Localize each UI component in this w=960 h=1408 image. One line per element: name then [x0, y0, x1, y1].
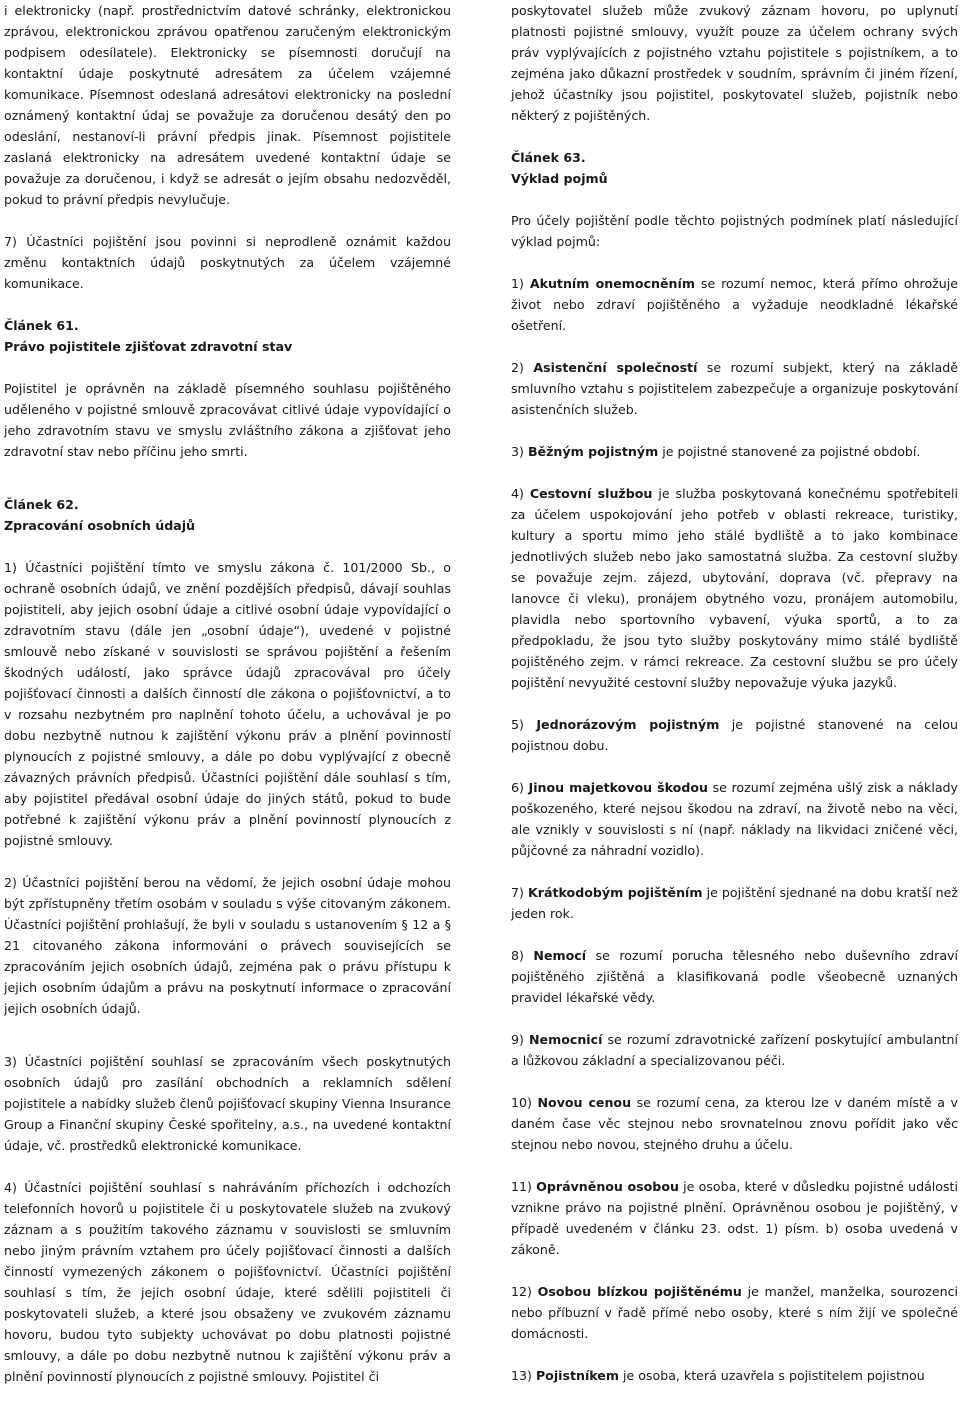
definition-item [511, 1281, 958, 1344]
definition-body: je osoba, která uzavřela s pojistitelem pojistnou [618, 1368, 925, 1383]
definition-body: je služba poskytovaná konečnému spotřebiteli za účelem uspokojování jeho potřeb v oblasti rekreace, turistiky, kultury a sportu mimo jeho stálé bydliště a to jako kombinace jednotlivých služeb nebo jako samostatná služba. Za cestovní služby se považuje zejm. zájezd, ubytování, doprava (vč. přepravy na lanovce či vleku), pronájem obytného vozu, pronájem automobilu, plavidla nebo sportovního vybavení, výuka sportů, a to za předpokladu, že jsou tyto služby poskytovány mimo stálé bydliště pojištěného zejm. v rámci rekreace. Za cestovní službu se pro účely pojištění nevyužité cestovní služby nepovažuje výuka jazyků. [511, 486, 958, 690]
definition-item [511, 882, 958, 924]
paragraph-text: Pro účely pojištění podle těchto pojistných podmínek platí následující výklad pojmů: [511, 213, 958, 249]
definition-body: je manžel, manželka, sourozenci nebo příbuzní v řadě přímé nebo osoby, které s ním žijí ve společné domácnosti. [511, 1284, 958, 1341]
article-title: Výklad pojmů [511, 171, 608, 186]
definition-body: se rozumí zdravotnické zařízení poskytující ambulantní a lůžkovou základní a specializovanou péči. [511, 1032, 958, 1068]
right-column [511, 0, 958, 1407]
left-column [4, 0, 451, 1408]
paragraph-electronic-delivery [4, 0, 451, 210]
definition-number: 6) [511, 780, 529, 795]
definition-body: se rozumí subjekt, který na základě smluvního vztahu s pojistitelem zabezpečuje a organizuje poskytování asistenčních služeb. [511, 360, 959, 417]
definition-number: 5) [511, 717, 537, 732]
paragraph-text: Pojistitel je oprávněn na základě písemného souhlasu pojištěného uděleného v pojistné smlouvě zpracovávat citlivé údaje vypovídající o jeho zdravotním stavu ve smyslu zvláštního zákona a zjišťovat jeho zdravotní stav nebo příčinu jeho smrti. [4, 381, 451, 459]
definition-number: 1) [511, 276, 530, 291]
definition-text [511, 945, 958, 1008]
definition-term: Jinou majetkovou škodou [528, 780, 708, 795]
article-62-paragraph-4 [4, 1177, 451, 1387]
definition-text [511, 357, 958, 420]
definition-term: Oprávněnou osobou [536, 1179, 679, 1194]
definition-term: Běžným pojistným [527, 444, 659, 459]
definition-term: Akutním onemocněním [529, 276, 695, 291]
article-62 [4, 494, 451, 536]
paragraph-text: 3) Účastníci pojištění souhlasí se zpracováním všech poskytnutých osobních údajů pro zasílání obchodních a reklamních sdělení pojistitele a nabídky služeb členů pojišťovací skupiny Vienna Insurance Group a Finanční skupiny České spořitelny, a.s., na uvedené kontaktní údaje, vč. prostředků elektronické komunikace. [4, 1054, 451, 1153]
definition-text [511, 777, 958, 861]
definition-item [511, 483, 958, 693]
article-61 [4, 315, 451, 357]
article-63 [511, 147, 958, 189]
definition-number: 10) [511, 1095, 538, 1110]
definition-item [511, 945, 958, 1008]
article-number: Článek 61. [4, 318, 79, 333]
article-title: Právo pojistitele zjišťovat zdravotní stav [4, 339, 293, 354]
definition-number: 12) [511, 1284, 538, 1299]
definition-number: 4) [511, 486, 530, 501]
definition-term: Pojistníkem [535, 1368, 619, 1383]
article-number: Článek 63. [511, 150, 586, 165]
definition-body: se rozumí porucha tělesného nebo duševního zdraví pojištěného zjištěná a klasifikovaná podle všeobecně uznaných pravidel lékařské vědy. [511, 948, 958, 1005]
definition-term: Krátkodobým pojištěním [528, 885, 703, 900]
definition-item [511, 1092, 958, 1155]
article-61-text [4, 378, 451, 462]
definition-text [511, 483, 958, 693]
article-title: Zpracování osobních údajů [4, 518, 196, 533]
definition-text [511, 441, 958, 462]
paragraph-text: 4) Účastníci pojištění souhlasí s nahráváním příchozích i odchozích telefonních hovorů u pojistitele či u poskytovatele služeb na zvukový záznam a s použitím takového záznamu v souvislosti se smluvním nebo jiným právním vztahem pro účely pojišťovací činnosti a dalších činností vymezených zákonem o pojišťovnictví. Účastníci pojištění souhlasí s tím, že jejich osobní údaje, které sdělili pojistiteli či poskytovateli služeb, a které jsou obsaženy ve zvukovém záznamu hovoru, budou tyto subjekty uchovávat po dobu platnosti pojistné smlouvy, a dále po dobu nezbytně nutnou k zajištění výkonu práv a plnění povinností plynoucích z pojistné smlouvy. Pojistitel či [4, 1180, 451, 1384]
article-62-paragraph-1 [4, 557, 451, 851]
definition-text [511, 1092, 958, 1155]
definition-body: je pojistné stanovené na celou pojistnou dobu. [511, 717, 958, 753]
article-number: Článek 62. [4, 497, 79, 512]
definition-item [511, 1365, 958, 1386]
article-63-intro [511, 210, 958, 252]
definition-text [511, 882, 958, 924]
definition-body: je osoba, které v důsledku pojistné události vznikne právo na pojistné plnění. Oprávněnou osobou je pojištěný, v případě uvedeném v článku 23. odst. 1) písm. b) osoba uvedená v zákoně. [511, 1179, 958, 1257]
definition-item [511, 1029, 958, 1071]
definition-number: 13) [511, 1368, 536, 1383]
definition-item [511, 441, 958, 462]
paragraph-continuation [511, 0, 958, 126]
definition-body: je pojištění sjednané na dobu kratší než jeden rok. [511, 885, 958, 921]
definition-term: Asistenční společností [533, 360, 698, 375]
definition-number: 2) [511, 360, 534, 375]
definition-term: Novou cenou [537, 1095, 632, 1110]
definition-text [511, 1281, 958, 1344]
article-62-paragraph-2 [4, 872, 451, 1019]
definition-text [511, 273, 958, 336]
definition-term: Nemocí [533, 948, 587, 963]
definition-text [511, 1029, 958, 1071]
definition-number: 3) [511, 444, 528, 459]
paragraph-text: 2) Účastníci pojištění berou na vědomí, že jejich osobní údaje mohou být zpřístupněny třetím osobám v souladu s výše citovaným zákonem. Účastníci pojištění prohlašují, že byli v souladu s ustanovením § 12 a § 21 citovaného zákona informováni o právech souvisejících se zpracováním jejich osobních údajů, zejména pak o právu přístupu k jejich osobním údajům a právu na poskytnutí informace o zpracování jejich osobních údajů. [4, 875, 451, 1016]
definition-text [511, 1176, 958, 1260]
definition-number: 9) [511, 1032, 529, 1047]
definition-item [511, 1176, 958, 1260]
definition-term: Cestovní službou [529, 486, 653, 501]
paragraph-text: poskytovatel služeb může zvukový záznam hovoru, po uplynutí platnosti pojistné smlouvy, využít pouze za účelem ochrany svých práv vyplývajících z pojistného vztahu pojistitele s pojistníkem, a to zejména jako důkazní prostředek v soudním, správním či jiném řízení, jehož účastníky jsou pojistitel, poskytovatel služeb, pojistník nebo některý z pojištěných. [511, 3, 958, 123]
definition-term: Osobou blízkou pojištěnému [537, 1284, 742, 1299]
definition-number: 11) [511, 1179, 537, 1194]
definition-text [511, 1365, 958, 1386]
definition-body: je pojistné stanovené za pojistné období. [658, 444, 921, 459]
paragraph-text: i elektronicky (např. prostřednictvím datové schránky, elektronickou zprávou, elektronickou zprávou opatřenou zaručeným elektronickým podpisem odesílatele). Elektronicky se písemnosti doručují na kontaktní údaje poskytnuté adresátem za účelem vzájemné komunikace. Písemnost odeslaná adresátovi elektronicky na poslední oznámený kontaktní údaj se považuje za doručenou desátý den po odeslání, nestanoví-li právní předpis jinak. Písemnost pojistitele zaslaná elektronicky na adresátem uvedené kontaktní údaje se považuje za doručenou, i když se adresát o jejím obsahu nedozvěděl, pokud to právní předpis nevylučuje. [4, 3, 451, 207]
definition-text [511, 714, 958, 756]
definition-term: Nemocnicí [529, 1032, 603, 1047]
definition-item [511, 273, 958, 336]
definition-number: 7) [511, 885, 529, 900]
definition-number: 8) [511, 948, 534, 963]
definition-body: se rozumí zejména ušlý zisk a náklady poškozeného, které nejsou škodou na zdraví, na životě nebo na věci, ale vznikly v souvislosti s ní (např. náklady na likvidaci zničené věci, půjčovné za náhradní vozidlo). [511, 780, 958, 858]
definition-item [511, 714, 958, 756]
paragraph-7 [4, 231, 451, 294]
definition-body: se rozumí cena, za kterou lze v daném místě a v daném čase věc stejnou nebo srovnatelnou znovu pořídit jako věc stejnou nebo novou, stejného druhu a účelu. [511, 1095, 958, 1152]
definitions-list [511, 273, 958, 1386]
paragraph-text: 1) Účastníci pojištění tímto ve smyslu zákona č. 101/2000 Sb., o ochraně osobních údajů, ve znění pozdějších předpisů, dávají souhlas pojistiteli, aby jejich osobní údaje a citlivé osobní údaje vypovídající o zdravotním stavu (dále jen „osobní údaje“), uvedené v pojistné smlouvě nebo získané v souvislosti se správou pojištění a řešením škodných událostí, jako správce údajů zpracovával pro účely pojišťovací činnosti a dalších činností dle zákona o pojišťovnictví, a to v rozsahu nezbytném pro naplnění tohoto účelu, a uchovával je po dobu nezbytně nutnou k zajištění výkonu práv a plnění povinností plynoucích z pojistné smlouvy, a dále po dobu vyplývající z obecně závazných právních předpisů. Účastníci pojištění dále souhlasí s tím, aby pojistitel předával osobní údaje do jiných států, pokud to bude potřebné k zajištění výkonu práv a plnění povinností plynoucích z pojistné smlouvy. [4, 560, 451, 848]
article-62-paragraph-3 [4, 1051, 451, 1156]
definition-term: Jednorázovým pojistným [536, 717, 720, 732]
definition-item [511, 357, 958, 420]
definition-item [511, 777, 958, 861]
paragraph-text: 7) Účastníci pojištění jsou povinni si neprodleně oznámit každou změnu kontaktních údajů poskytnutých za účelem vzájemné komunikace. [4, 234, 451, 291]
definition-body: se rozumí nemoc, která přímo ohrožuje život nebo zdraví pojištěného a vyžaduje neodkladné lékařské ošetření. [511, 276, 958, 333]
